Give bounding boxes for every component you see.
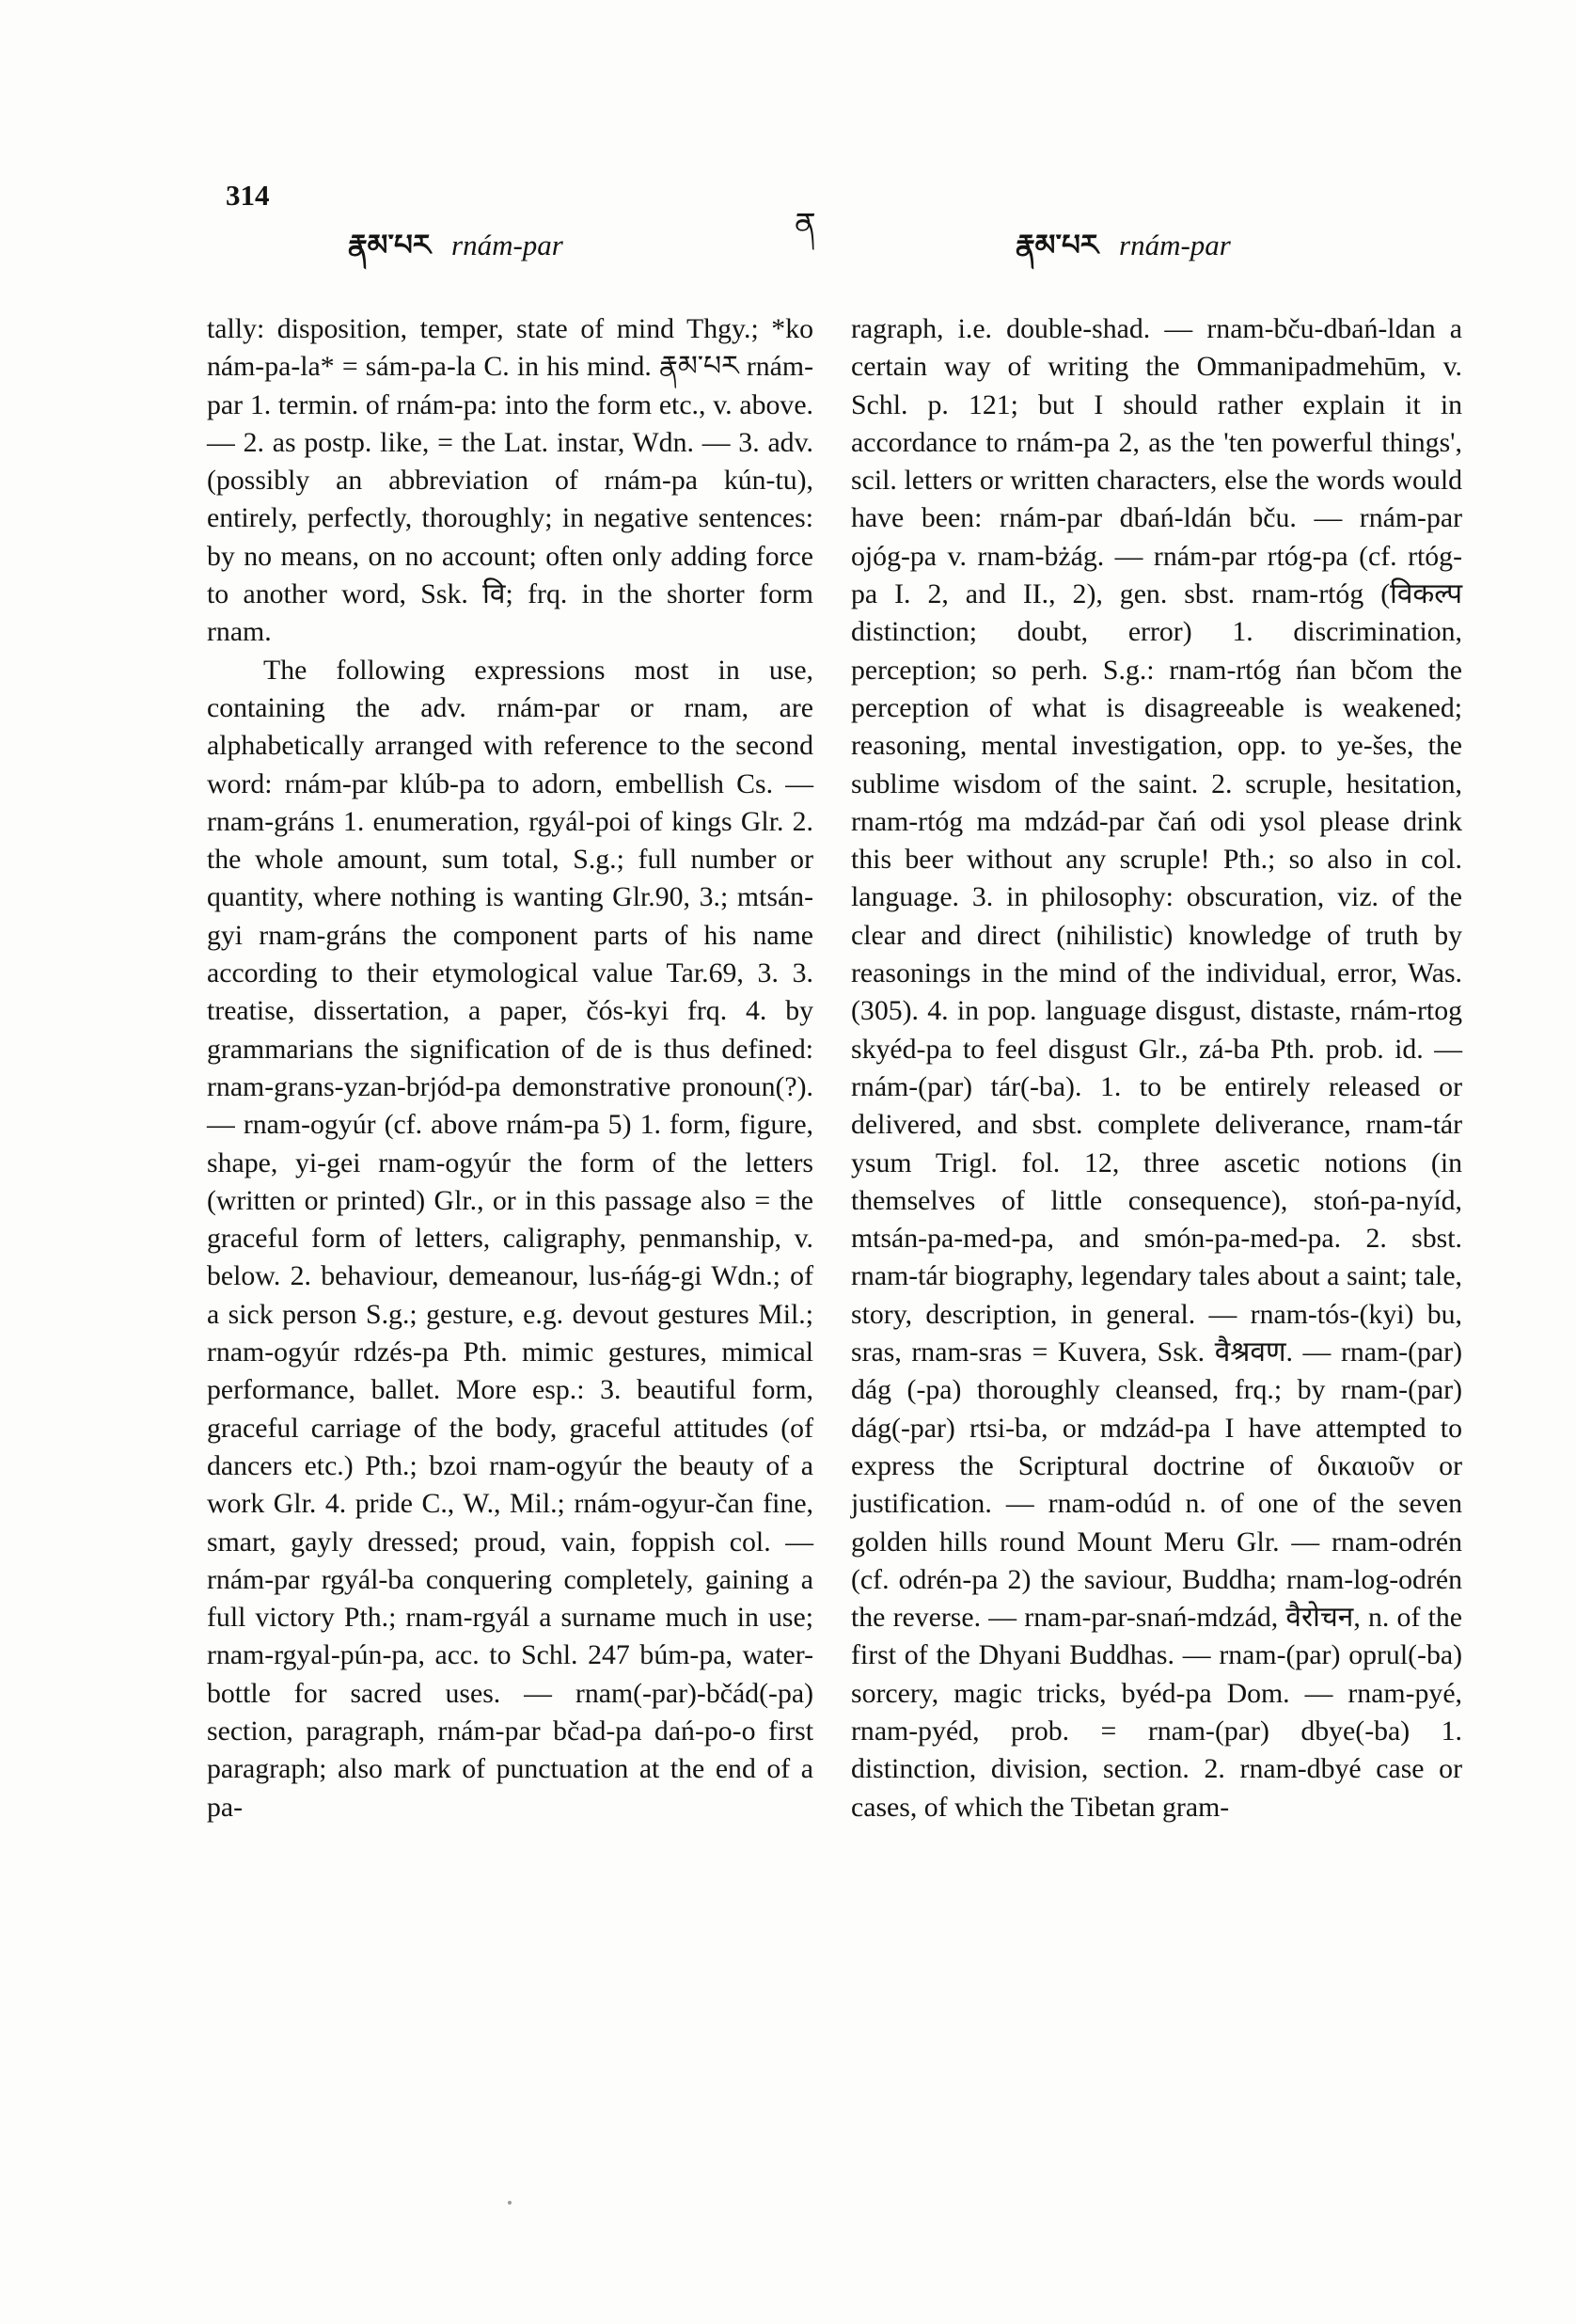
entry-paragraph: ragraph, i.e. double-shad. — rnam-bču-dbań-ldan a certain way of writing the Ommanipadmehūm, v. Schl. p. 121; but I should rather explain it in accordance to rnám-pa 2, as the 'ten powerful things', scil. letters or written characters, else the words would have been: rnám-par dbań-ldán bču. — rnám-par ojóg-pa v. rnam-bżág. — rnám-par rtóg-pa (cf. rtóg-pa I. 2, and II., 2), gen. sbst. rnam-rtóg (विकल्प distinction; doubt, error) 1. discrimination, perception; so perh. S.g.: rnam-rtóg ńan bčom the perception of what is disagreeable is weakened; reasoning, mental investigation, opp. to ye-šes, the sublime wisdom of the saint. 2. scruple, hesitation, rnam-rtóg ma mdzád-par čań odi ysol please drink this beer without any scruple! Pth.; so also in col. language. 3. in philosophy: obscuration, viz. of the clear and direct (nihilistic) knowledge of truth by reasonings in the mind of the individual, error, Was. (305). 4. in pop. language disgust, distaste, rnám-rtog skyéd-pa to feel disgust Glr., zá-ba Pth. prob. id. — rnám-(par) tár(-ba). 1. to be entirely released or delivered, and sbst. complete deliverance, rnam-tár ysum Trigl. fol. 12, three ascetic notions (in themselves of little consequence), stoń-pa-nyíd, mtsán-pa-med-pa, and smón-pa-med-pa. 2. sbst. rnam-tár biography, legendary tales about a saint; tale, story, description, in general. — rnam-tós-(kyi) bu, sras, rnam-sras = Kuvera, Ssk. वैश्रवण. — rnam-(par) dág (-pa) thoroughly cleansed, frq.; by rnam-(par) dág(-par) rtsi-ba, or mdzád-pa I have attempted to express the Scriptural doctrine of δικαιοῦν or justification. — rnam-odúd n. of one of the seven golden hills round Mount Meru Glr. — rnam-odrén (cf. odrén-pa 2) the saviour, Buddha; rnam-log-odrén the reverse. — rnam-par-snań-mdzád, वैरोचन, n. of the first of the Dhyani Buddhas. — rnam-(par) oprul(-ba) sorcery, magic tricks, byéd-pa Dom. — rnam-pyé, rnam-pyéd, prob. = rnam-(par) dbye(-ba) 1. distinction, division, section. 2. rnam-dbyé case or cases, of which the Tibetan gram- [851, 313, 1462, 1823]
running-head-latin: rnám-par [451, 229, 563, 261]
right-column [851, 310, 1462, 1826]
running-head-left [348, 213, 563, 294]
entry-paragraph: tally: disposition, temper, state of mind Thgy.; *ko nám-pa-la* = sám-pa-la C. in his mind. རྣམ་པར rnám-par 1. termin. of rnám-pa: into the form etc., v. above. — 2. as postp. like, = the Lat. instar, Wdn. — 3. adv. (possibly an abbreviation of rnám-pa kún-tu), entirely, perfectly, thoroughly; in negative sentences: by no means, on no account; often only adding force to another word, Ssk. वि; frq. in the shorter form rnam. [207, 313, 813, 648]
running-head-latin: rnám-par [1119, 229, 1231, 261]
section-letter: ན [795, 206, 816, 244]
entry-paragraph: The following expressions most in use, containing the adv. rnám-par or rnam, are alphabetically arranged with reference to the second word: rnám-par klúb-pa to adorn, embellish Cs. — rnam-gráns 1. enumeration, rgyál-poi of kings Glr. 2. the whole amount, sum total, S.g.; full number or quantity, where nothing is wanting Glr.90, 3.; mtsán-gyi rnam-gráns the component parts of his name according to their etymological value Tar.69, 3. 3. treatise, dissertation, a paper, čós-kyi frq. 4. by grammarians the signification of de is thus defined: rnam-grans-yzan-brjód-pa demonstrative pronoun(?). — rnam-ogyúr (cf. above rnám-pa 5) 1. form, figure, shape, yi-gei rnam-ogyúr the form of the letters (written or printed) Glr., or in this passage also = the graceful form of letters, caligraphy, penmanship, v. below. 2. behaviour, demeanour, lus-ńág-gi Wdn.; of a sick person S.g.; gesture, e.g. devout gestures Mil.; rnam-ogyúr rdzés-pa Pth. mimic gestures, mimical performance, ballet. More esp.: 3. beautiful form, graceful carriage of the body, graceful attitudes (of dancers etc.) Pth.; bzoi rnam-ogyúr the beauty of a work Glr. 4. pride C., W., Mil.; rnám-ogyur-čan fine, smart, gayly dressed; proud, vain, foppish col. — rnám-par rgyál-ba conquering completely, gaining a full victory Pth.; rnam-rgyál a surname much in use; rnam-rgyal-pún-pa, acc. to Schl. 247 búm-pa, water-bottle for sacred uses. — rnam(-par)-bčád(-pa) section, paragraph, rnám-par bčad-pa dań-po-o first paragraph; also mark of punctuation at the end of a pa- [207, 654, 813, 1823]
page-number: 314 [226, 179, 270, 212]
running-head-right [1016, 213, 1231, 294]
running-head-tibetan: རྣམ་པར [1016, 229, 1099, 262]
printing-mark [508, 2201, 512, 2205]
left-column [207, 310, 813, 1826]
running-head-tibetan: རྣམ་པར [348, 229, 432, 262]
